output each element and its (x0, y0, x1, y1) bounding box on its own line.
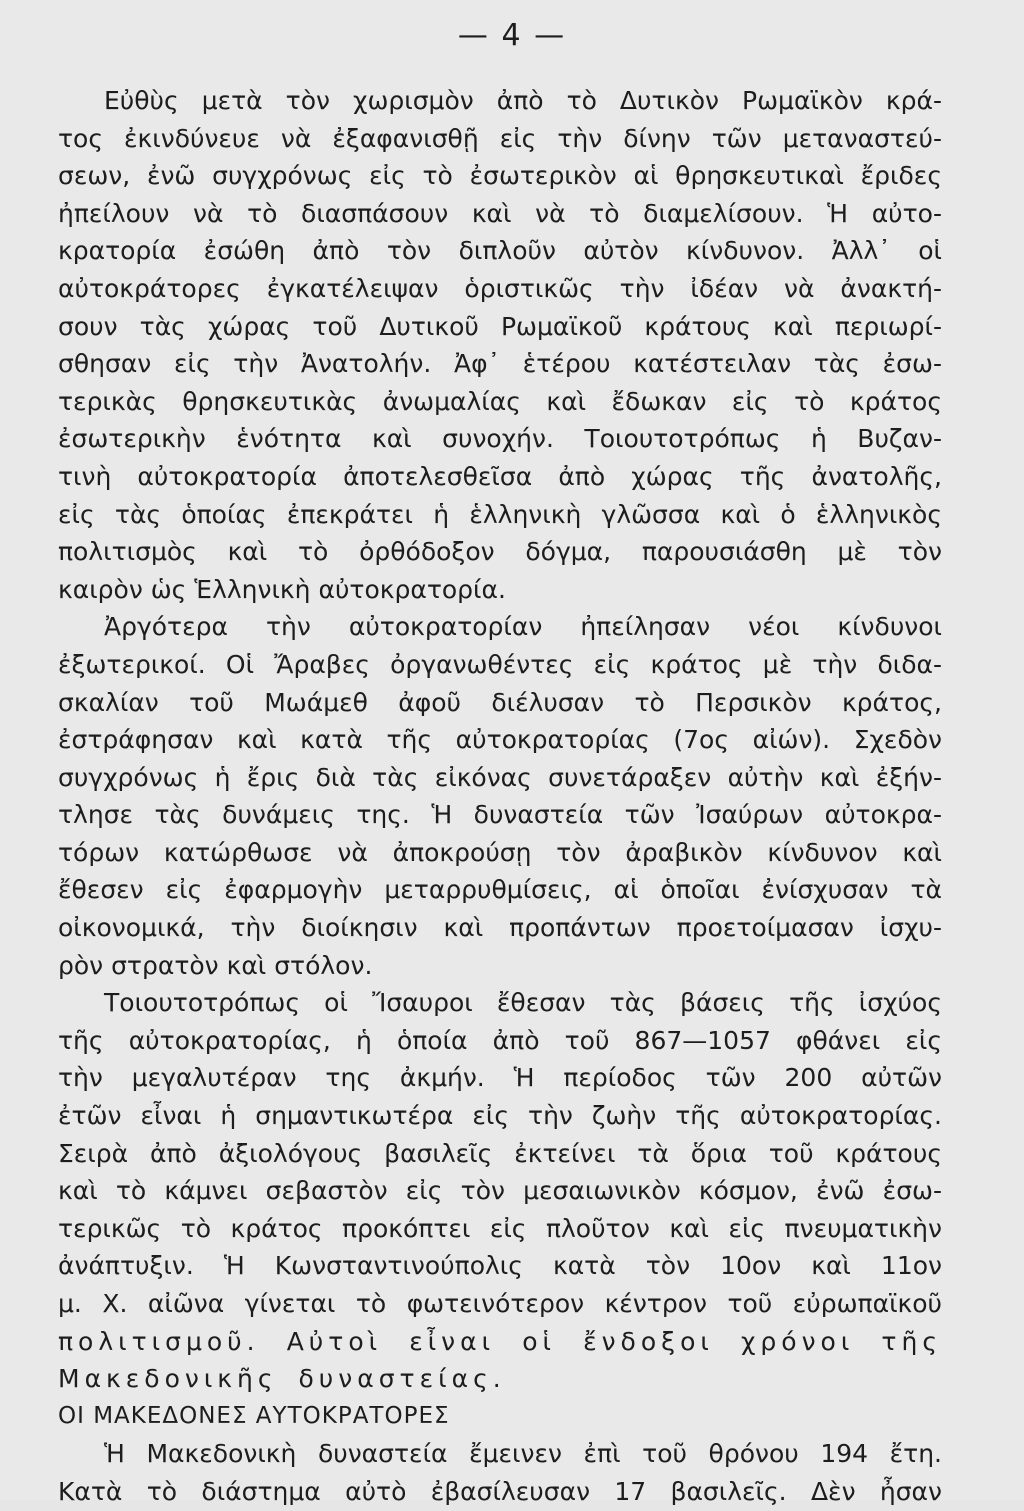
text-line: αὐτοκράτορες ἐγκατέλειψαν ὁριστικῶς τὴν ἰδέαν νὰ ἀνακτή- (58, 273, 942, 303)
text-line: Εὐθὺς μετὰ τὸν χωρισμὸν ἀπὸ τὸ Δυτικὸν Ρωμαϊκὸν κρά- (104, 86, 942, 115)
text-line: ἐτῶν εἶναι ἡ σημαντικωτέρα εἰς τὴν ζωὴν τῆς αὐτοκρατορίας. (58, 1101, 942, 1131)
text-line: ἀνάπτυξιν. Ἡ Κωνσταντινούπολις κατὰ τὸν 10ον καὶ 11ον (58, 1251, 942, 1281)
text-line: Ἡ Μακεδονικὴ δυναστεία ἔμεινεν ἐπὶ τοῦ θρόνου 194 ἔτη. (104, 1439, 942, 1469)
text-line: Σειρὰ ἀπὸ ἀξιολόγους βασιλεῖς ἐκτείνει τὰ ὅρια τοῦ κράτους (58, 1138, 942, 1168)
text-line: συγχρόνως ἡ ἔρις διὰ τὰς εἰκόνας συνετάραξεν αὐτὴν καὶ ἐξήν- (58, 762, 942, 792)
text-line: σεων, ἐνῶ συγχρόνως εἰς τὸ ἐσωτερικὸν αἱ θρησκευτικαὶ ἔριδες (58, 161, 942, 191)
text-line: πολιτισμὸς καὶ τὸ ὀρθόδοξον δόγμα, παρουσιάσθη μὲ τὸν (58, 537, 942, 567)
text-line: τῆς αὐτοκρατορίας, ἡ ὁποία ἀπὸ τοῦ 867—1057 φθάνει εἰς (58, 1025, 942, 1055)
text-line: τερικῶς τὸ κράτος προκόπτει εἰς πλοῦτον καὶ εἰς πνευματικὴν (58, 1213, 942, 1243)
text-line: πολιτισμοῦ. Αὐτοὶ εἶναι οἱ ἔνδοξοι χρόνοι τῆς (58, 1326, 942, 1356)
text-line: ρὸν στρατὸν καὶ στόλον. (58, 950, 373, 980)
text-line: εἰς τὰς ὁποίας ἐπεκράτει ἡ ἑλληνικὴ γλῶσσα καὶ ὁ ἑλληνικὸς (58, 499, 942, 529)
page-number: — 4 — (457, 18, 567, 53)
text-line: σουν τὰς χώρας τοῦ Δυτικοῦ Ρωμαϊκοῦ κράτους καὶ περιωρί- (58, 311, 942, 341)
text-line: Μακεδονικῆς δυναστείας. (58, 1364, 506, 1394)
text-line: Κατὰ τὸ διάστημα αὐτὸ ἐβασίλευσαν 17 βασιλεῖς. Δὲν ἦσαν (58, 1476, 942, 1506)
text-line: Τοιουτοτρόπως οἱ Ἴσαυροι ἔθεσαν τὰς βάσεις τῆς ἰσχύος (104, 988, 942, 1018)
text-line: ἔθεσεν εἰς ἐφαρμογὴν μεταρρυθμίσεις, αἱ ὁποῖαι ἐνίσχυσαν τὰ (58, 875, 942, 905)
text-line: τινὴ αὐτοκρατορία ἀποτελεσθεῖσα ἀπὸ χώρας τῆς ἀνατολῆς, (58, 461, 942, 491)
text-line: τὴν μεγαλυτέραν της ἀκμήν. Ἡ περίοδος τῶν 200 αὐτῶν (58, 1063, 942, 1093)
text-line: κρατορία ἐσώθη ἀπὸ τὸν διπλοῦν αὐτὸν κίνδυνον. Ἀλλ᾽ οἱ (58, 236, 942, 266)
text-line: τος ἐκινδύνευε νὰ ἐξαφανισθῇ εἰς τὴν δίνην τῶν μεταναστεύ- (58, 123, 942, 153)
text-line: τόρων κατώρθωσε νὰ ἀποκρούσῃ τὸν ἀραβικὸν κίνδυνον καὶ (58, 837, 942, 867)
text-line: ἐστράφησαν καὶ κατὰ τῆς αὐτοκρατορίας (7ος αἰών). Σχεδὸν (58, 725, 942, 755)
text-line: καὶ τὸ κάμνει σεβαστὸν εἰς τὸν μεσαιωνικὸν κόσμον, ἐνῶ ἐσω- (58, 1176, 942, 1206)
text-line: ἐσωτερικὴν ἑνότητα καὶ συνοχήν. Τοιουτοτρόπως ἡ Βυζαν- (58, 424, 942, 454)
text-line: Ἀργότερα τὴν αὐτοκρατορίαν ἠπείλησαν νέοι κίνδυνοι (104, 612, 942, 642)
text-line: καιρὸν ὡς Ἑλληνικὴ αὐτοκρατορία. (58, 574, 506, 604)
text-line: σθησαν εἰς τὴν Ἀνατολήν. Ἀφ᾽ ἑτέρου κατέστειλαν τὰς ἐσω- (58, 349, 942, 379)
text-line: ἠπείλουν νὰ τὸ διασπάσουν καὶ νὰ τὸ διαμελίσουν. Ἡ αὐτο- (58, 198, 942, 228)
page-text (58, 82, 942, 1511)
section-heading: ΟΙ ΜΑΚΕΔΟΝΕΣ ΑΥΤΟΚΡΑΤΟΡΕΣ (58, 1402, 450, 1429)
text-line: μ. Χ. αἰῶνα γίνεται τὸ φωτεινότερον κέντρον τοῦ εὐρωπαϊκοῦ (58, 1289, 942, 1318)
text-line: τλησε τὰς δυνάμεις της. Ἡ δυναστεία τῶν Ἰσαύρων αὐτοκρα- (58, 800, 942, 830)
text-line: οἰκονομικά, τὴν διοίκησιν καὶ προπάντων προετοίμασαν ἰσχυ- (58, 913, 942, 943)
text-line: τερικὰς θρησκευτικὰς ἀνωμαλίας καὶ ἔδωκαν εἰς τὸ κράτος (58, 386, 942, 416)
text-line: ἐξωτερικοί. Οἱ Ἄραβες ὀργανωθέντες εἰς κράτος μὲ τὴν διδα- (58, 649, 942, 679)
text-line: σκαλίαν τοῦ Μωάμεθ ἀφοῦ διέλυσαν τὸ Περσικὸν κράτος, (58, 687, 942, 717)
